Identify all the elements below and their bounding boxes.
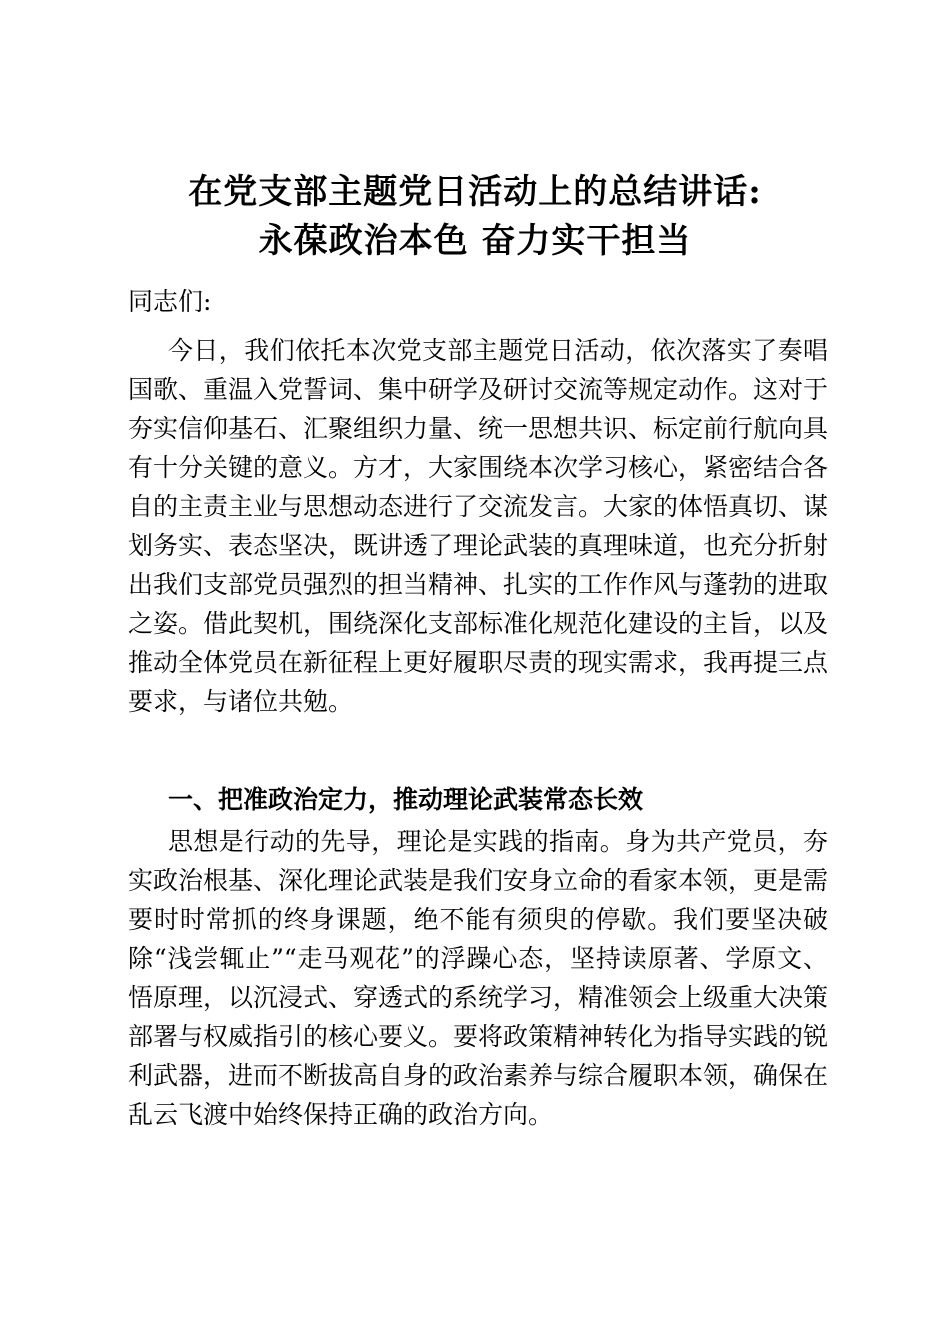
paragraph-intro: 今日，我们依托本次党支部主题党日活动，依次落实了奏唱国歌、重温入党誓词、集中研学及研讨交流等规定动作。这对于夯实信仰基石、汇聚组织力量、统一思想共识、标定前行航向具有十分关键的意义。方才，大家围绕本次学习核心，紧密结合各自的主责主业与思想动态进行了交流发言。大家的体悟真切、谋划务实、表态坚决，既讲透了理论武装的真理味道，也充分折射出我们支部党员强烈的担当精神、扎实的工作作风与蓬勃的进取之姿。借此契机，围绕深化支部标准化规范化建设的主旨，以及推动全体党员在新征程上更好履职尽责的现实需求，我再提三点要求，与诸位共勉。 <box>128 336 829 716</box>
paragraph-section-1: 思想是行动的先导，理论是实践的指南。身为共产党员，夯实政治根基、深化理论武装是我们安身立命的看家本领，更是需要时时常抓的终身课题，绝不能有须臾的停歇。我们要坚决破除“浅尝辄止”“走马观花”的浮躁心态，坚持读原著、学原文、悟原理，以沉浸式、穿透式的系统学习，精准领会上级重大决策部署与权威指引的核心要义。要将政策精神转化为指导实践的锐利武器，进而不断拔高自身的政治素养与综合履职本领，确保在乱云飞渡中始终保持正确的政治方向。 <box>128 827 829 1129</box>
salutation: 同志们: <box>128 287 212 316</box>
document-title-line1: 在党支部主题党日活动上的总结讲话: <box>188 172 762 212</box>
section-heading-1: 一、把准政治定力，推动理论武装常态长效 <box>168 785 644 814</box>
document-title-line2: 永葆政治本色 奋力实干担当 <box>258 221 692 261</box>
